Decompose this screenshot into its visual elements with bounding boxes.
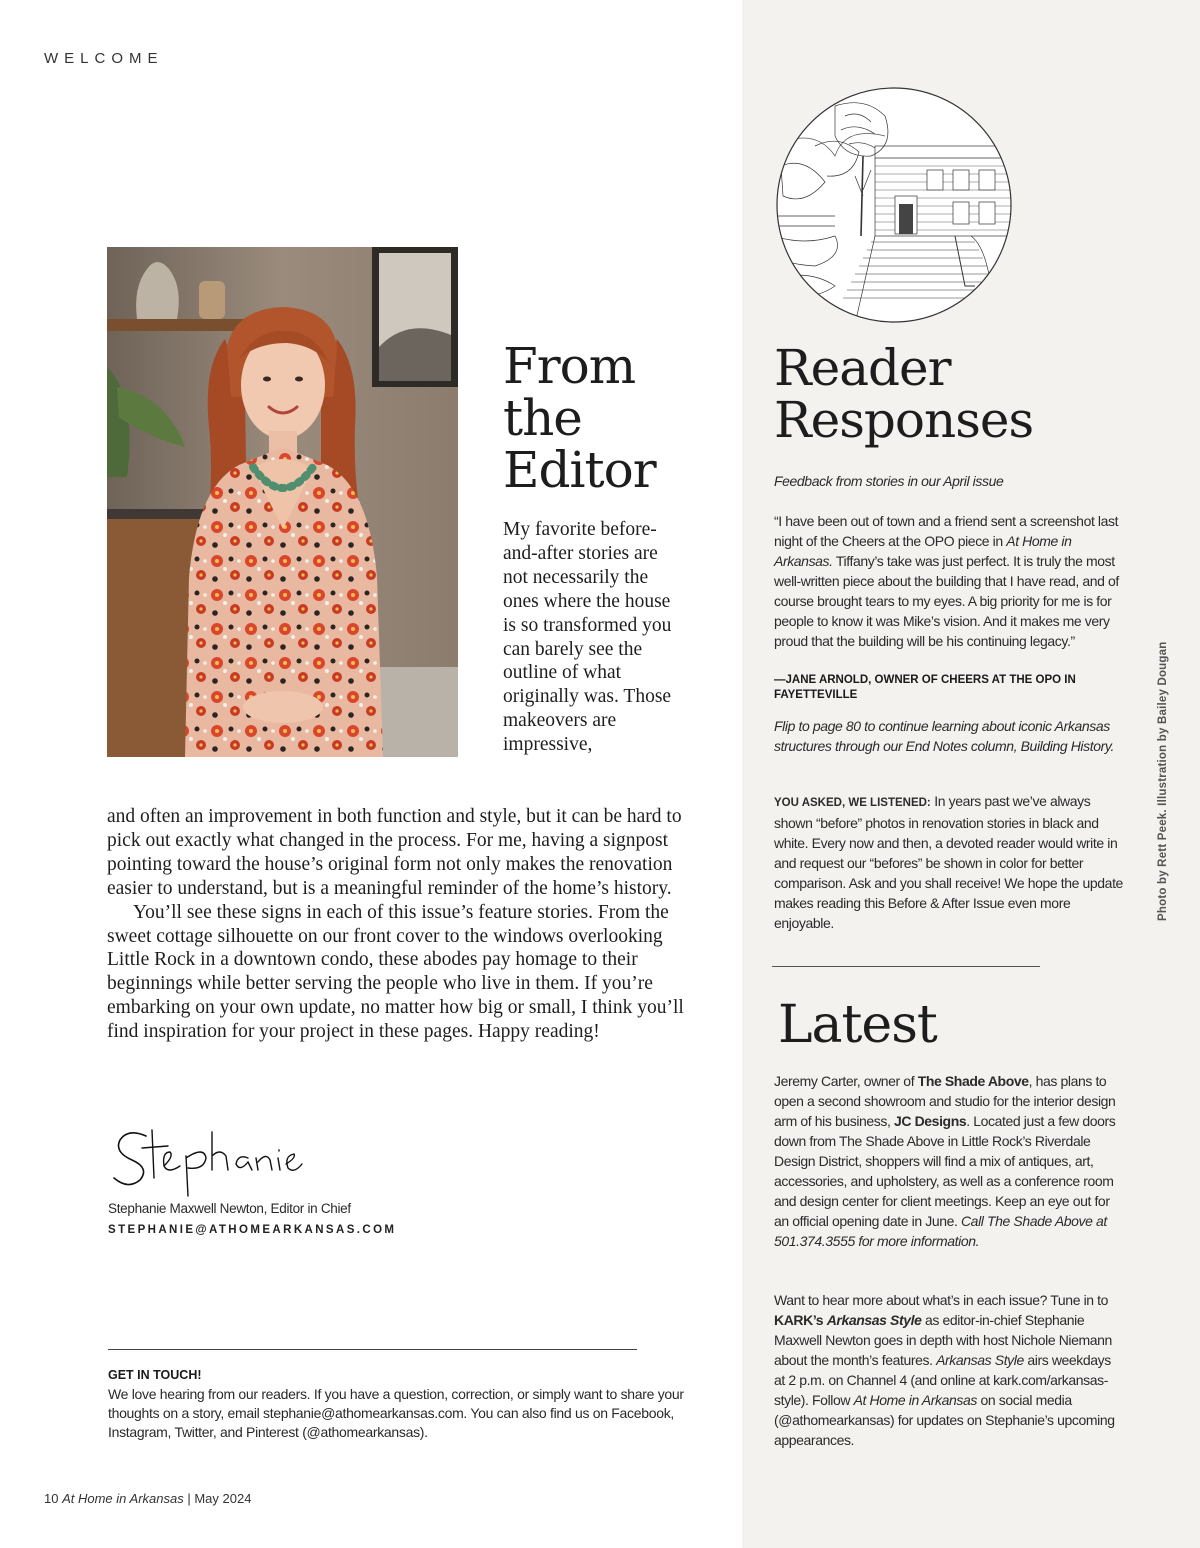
you-asked-lead-in: YOU ASKED, WE LISTENED: xyxy=(774,797,931,809)
latest-show-name: KARK’s xyxy=(774,1312,827,1328)
editor-title xyxy=(503,337,733,499)
latest-text: . Located just a few doors down from The Shade Above in Little Rock’s Riverdale Design District, shoppers will find a mix of antiques, art, accessories, and upholstery, as well as a conference room and design center for client meetings. Keep an eye out for an official opening date in June. xyxy=(774,1113,1116,1229)
latest-business-name: JC Designs xyxy=(894,1113,967,1129)
get-in-touch-text: We love hearing from our readers. If you have a question, correction, or simply want to share your thoughts on a story, email stephanie@athomearkansas.com. You can also find us on Facebook, Instagram, Twitter, and Pinterest (@athomearkansas). xyxy=(108,1386,684,1440)
latest-text: as editor-in-chief Stephanie Maxwell Newton goes in depth with host Nichole Niemann about the month’s features. xyxy=(774,1312,1112,1368)
reader-responses-title-line: Responses xyxy=(774,391,1034,449)
you-asked-note xyxy=(774,791,1124,933)
latest-paragraph xyxy=(774,1071,1124,1251)
editor-email: STEPHANIE@ATHOMEARKANSAS.COM xyxy=(108,1224,397,1236)
divider xyxy=(772,966,1040,967)
page-footer xyxy=(44,1491,251,1506)
reader-quote-text: “I have been out of town and a friend sent a screenshot last night of the Cheers at the OPO piece in xyxy=(774,513,1119,549)
photo-credit-text: Photo by Rett Peek. Illustration by Bailey Dougan xyxy=(1157,641,1169,921)
editor-signature xyxy=(108,1122,308,1203)
get-in-touch-heading: GET IN TOUCH! xyxy=(108,1368,202,1382)
latest-show-name: Arkansas Style xyxy=(936,1352,1024,1368)
latest-contact-note: Call The Shade Above at 501.374.3555 for more information. xyxy=(774,1213,1107,1249)
editor-title-line: Editor xyxy=(503,441,656,499)
latest-title: Latest xyxy=(778,995,937,1055)
reader-quote xyxy=(774,511,1124,651)
publication-name: At Home in Arkansas xyxy=(62,1491,184,1506)
latest-text: Jeremy Carter, owner of xyxy=(774,1073,918,1089)
editor-intro-text: My favorite before-and-after stories are not necessarily the ones where the house is so transformed you can barely see the outline of what originally was. Those makeovers are impressive, xyxy=(503,519,672,756)
reader-responses-title xyxy=(774,339,1034,449)
editor-portrait-illustration xyxy=(107,247,458,757)
latest-text: , has plans to open a second showroom and studio for the interior design arm of his business, xyxy=(774,1073,1116,1129)
editor-paragraph: You’ll see these signs in each of this issue’s feature stories. From the sweet cottage silhouette on our front cover to the windows overlooking Little Rock in a downtown condo, these abodes pay homage to their beginnings while better serving the people who live in them. If you’re embarking on your own update, no matter how big or small, I think you’ll find inspiration for your project in these pages. Happy reading! xyxy=(107,901,684,1043)
reader-responses-subtitle: Feedback from stories in our April issue xyxy=(774,473,1004,489)
editor-title-line: the xyxy=(503,389,582,447)
latest-paragraph xyxy=(774,1290,1124,1450)
signature-graphic xyxy=(108,1122,308,1198)
quote-attribution: —JANE ARNOLD, OWNER OF CHEERS AT THE OPO IN FAYETTEVILLE xyxy=(774,674,1076,701)
section-label: WELCOME xyxy=(44,50,164,67)
footer-separator: | xyxy=(183,1491,195,1506)
editor-title-line: From xyxy=(503,337,636,395)
editor-paragraph: and often an improvement in both function and style, but it can be hard to pick out exactly what changed in the process. For me, having a signpost pointing toward the house’s original form not only makes the renovation easier to understand, but is a meaningful reminder of the home’s history. xyxy=(107,806,682,899)
divider xyxy=(108,1349,637,1350)
latest-text: airs weekdays at 2 p.m. on Channel 4 (and online at kark.com/arkansas-style). Follow xyxy=(774,1352,1111,1408)
editor-name-line: Stephanie Maxwell Newton, Editor in Chief xyxy=(108,1201,351,1216)
latest-publication-name: At Home in Arkansas xyxy=(853,1392,977,1408)
reader-quote-text: Tiffany’s take was just perfect. It is truly the most well-written piece about the building that I have read, and of course brought tears to my eyes. A big priority for me is for people to know it was Mike’s vision. And it makes me very proud that the building will be his continuing legacy.” xyxy=(774,553,1119,649)
editor-photo xyxy=(107,247,458,757)
page-number: 10 xyxy=(44,1491,59,1506)
latest-business-name: The Shade Above xyxy=(917,1073,1029,1089)
reader-quote-publication: At Home in Arkansas. xyxy=(774,533,1072,569)
you-asked-text: In years past we’ve always shown “before” photos in renovation stories in black and white. Every now and then, a devoted reader would write in and request our “befores” be shown in color for better comparison. Ask and you shall receive! We hope the update makes reading this Before & After Issue even more enjoyable. xyxy=(774,793,1123,931)
latest-text: on social media (@athomearkansas) for updates on Stephanie’s upcoming appearances. xyxy=(774,1392,1115,1448)
flip-note: Flip to page 80 to continue learning about iconic Arkansas structures through our End Notes column, Building History. xyxy=(774,718,1114,754)
building-illustration xyxy=(775,86,1013,324)
reader-responses-title-line: Reader xyxy=(774,339,951,397)
photo-credit xyxy=(1157,630,1177,930)
editor-letter-body xyxy=(107,805,687,1044)
latest-show-name: Arkansas Style xyxy=(826,1312,922,1328)
building-sketch xyxy=(775,86,1013,324)
latest-text: Want to hear more about what’s in each issue? Tune in to xyxy=(774,1292,1109,1308)
issue-date: May 2024 xyxy=(194,1491,252,1506)
